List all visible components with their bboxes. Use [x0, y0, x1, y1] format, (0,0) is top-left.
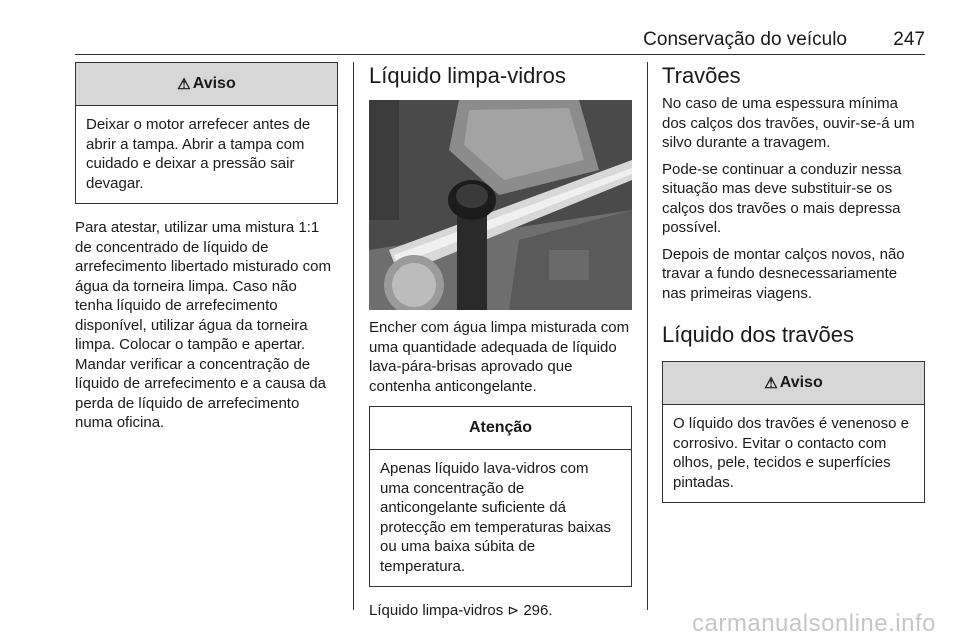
- column-2: [369, 62, 632, 621]
- heading-brake-fluid: Líquido dos travões: [662, 322, 855, 347]
- caution-title: Atenção: [468, 419, 533, 436]
- warning-icon: ⚠: [764, 375, 778, 392]
- warning-box: [75, 62, 338, 204]
- section-title: Conservação do veículo: [643, 29, 847, 50]
- heading-washer-fluid: Líquido limpa-vidros: [369, 63, 566, 88]
- reference-arrow-icon: ⊳: [507, 602, 520, 618]
- washer-fluid-reservoir-photo: [369, 100, 632, 310]
- washer-fluid-paragraph: Encher com água limpa misturada com uma quantidade adequada de líquido lava-pára-brisas aprovado que contenha anticongelante.: [369, 319, 630, 395]
- heading-brakes: Travões: [662, 63, 741, 88]
- page-header: [75, 24, 925, 55]
- column-3: [662, 62, 925, 503]
- cross-reference[interactable]: [369, 601, 632, 621]
- caution-header: [370, 407, 631, 450]
- page-number: 247: [893, 29, 925, 50]
- warning-header: [76, 63, 337, 106]
- warning-text: Deixar o motor arrefecer antes de abrir a tampa. Abrir a tampa com cuidado e deixar a pressão sair devagar.: [86, 116, 311, 192]
- caution-text: Apenas líquido lava-vidros com uma concentração de anticongelante suficiente dá protecção em temperaturas baixas ou uma baixa súbita de temperatura.: [380, 460, 611, 575]
- column-divider: [647, 62, 648, 610]
- warning-header: [663, 362, 924, 405]
- brakes-paragraph: No caso de uma espessura mínima dos calços dos travões, ouvir-se-á um silvo durante a travagem.: [662, 95, 915, 151]
- warning-text: O líquido dos travões é venenoso e corrosivo. Evitar o contacto com olhos, pele, tecidos e superfícies pintadas.: [673, 415, 909, 491]
- column-divider: [353, 62, 354, 610]
- watermark: carmanualsonline.info: [692, 610, 936, 637]
- column-1: [75, 62, 338, 433]
- brakes-paragraph: Depois de montar calços novos, não travar a fundo desnecessariamente nas primeiras viagens.: [662, 245, 905, 302]
- reference-text: Líquido limpa-vidros: [369, 602, 504, 619]
- reference-page: 296.: [523, 602, 553, 619]
- warning-title: Aviso: [192, 75, 236, 92]
- brakes-paragraph: Pode-se continuar a conduzir nessa situação mas deve substituir-se os calços dos travões o mais depressa possível.: [662, 160, 902, 236]
- warning-title: Aviso: [779, 374, 823, 391]
- warning-box: [662, 361, 925, 503]
- warning-icon: ⚠: [177, 76, 191, 93]
- caution-box: [369, 406, 632, 587]
- coolant-paragraph: Para atestar, utilizar uma mistura 1:1 de concentrado de líquido de arrefecimento libertado misturado com água da torneira limpa. Caso não tenha líquido de arrefecimento disponível, utilizar água da torneira limpa. Colocar o tampão e apertar. Mandar verificar a concentração de líquido de arrefecimento e a causa da perda de líquido de arrefecimento numa oficina.: [75, 219, 331, 431]
